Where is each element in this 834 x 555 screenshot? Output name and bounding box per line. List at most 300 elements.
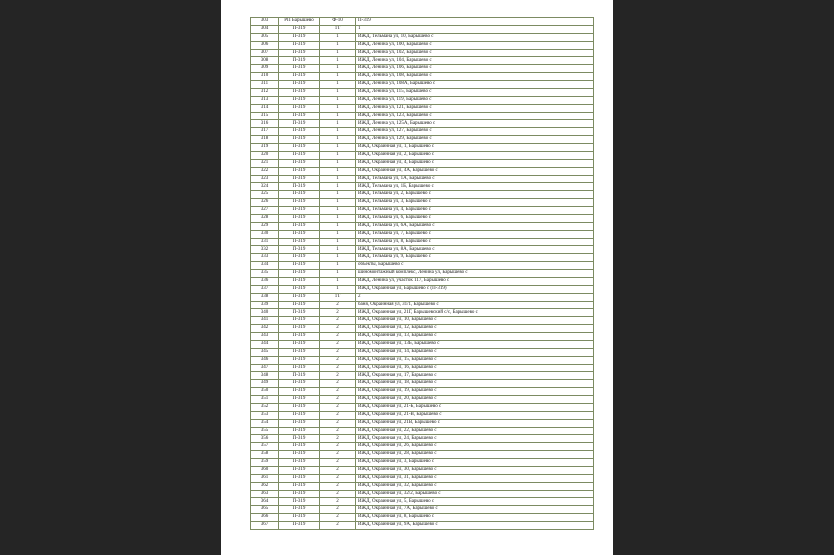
consumer-cell: ИЖД, Тельмана ул, 9, Барышево с: [356, 254, 594, 262]
feeder-cell: 2: [320, 301, 356, 309]
table-row: [251, 88, 594, 96]
table-row: [251, 459, 594, 467]
feeder-cell: 1: [320, 128, 356, 136]
feeder-cell: 1Т: [320, 293, 356, 301]
consumer-cell: 2: [356, 293, 594, 301]
feeder-cell: 1: [320, 120, 356, 128]
source-cell: П-319: [279, 427, 320, 435]
feeder-cell: 1: [320, 207, 356, 215]
row-number-cell: 350: [251, 388, 279, 396]
feeder-cell: 2: [320, 411, 356, 419]
feeder-cell: 2: [320, 317, 356, 325]
row-number-cell: 305: [251, 33, 279, 41]
consumer-cell: ИЖД, Ленина ул, 108, Барышево с: [356, 73, 594, 81]
consumer-cell: ИЖД, Окраинная ул, 10, Барышево с: [356, 317, 594, 325]
feeder-cell: 2: [320, 340, 356, 348]
feeder-cell: 1: [320, 49, 356, 57]
source-cell: П-319: [279, 285, 320, 293]
consumer-cell: ИЖД, Окраинная ул, 1, Барышево с: [356, 144, 594, 152]
table-row: [251, 474, 594, 482]
source-cell: П-319: [279, 388, 320, 396]
consumer-cell: ИЖД, Окраинная ул, 26, Барышево с: [356, 443, 594, 451]
feeder-cell: 2: [320, 372, 356, 380]
row-number-cell: 310: [251, 73, 279, 81]
consumer-cell: ИЖД, Тельмана ул, 3, Барышево с: [356, 199, 594, 207]
row-number-cell: 303: [251, 18, 279, 26]
table-row: [251, 175, 594, 183]
table-row: [251, 364, 594, 372]
table-row: [251, 230, 594, 238]
feeder-cell: 1: [320, 238, 356, 246]
source-cell: П-319: [279, 120, 320, 128]
feeder-cell: 2: [320, 309, 356, 317]
feeder-cell: 1: [320, 230, 356, 238]
row-number-cell: 361: [251, 474, 279, 482]
table-row: [251, 49, 594, 57]
consumer-cell: ИЖД, Ленина ул, 119, Барышево с: [356, 96, 594, 104]
feeder-cell: 2: [320, 380, 356, 388]
feeder-cell: 1: [320, 96, 356, 104]
feeder-cell: 1: [320, 73, 356, 81]
table-row: [251, 41, 594, 49]
feeder-cell: 2: [320, 364, 356, 372]
consumer-cell: ИЖД, Окраинная ул, 7А, Барышево с: [356, 506, 594, 514]
feeder-cell: 2: [320, 348, 356, 356]
feeder-cell: 1: [320, 144, 356, 152]
feeder-cell: 1: [320, 57, 356, 65]
table-row: [251, 466, 594, 474]
row-number-cell: 358: [251, 451, 279, 459]
row-number-cell: 342: [251, 325, 279, 333]
consumer-cell: ИЖД, Окраинная ул, 24, Барышево с: [356, 435, 594, 443]
source-cell: П-319: [279, 73, 320, 81]
consumer-cell: ИЖД, Окраинная ул, 31, Барышево с: [356, 474, 594, 482]
row-number-cell: 348: [251, 372, 279, 380]
source-cell: П-319: [279, 144, 320, 152]
source-cell: П-319: [279, 333, 320, 341]
source-cell: П-319: [279, 317, 320, 325]
consumer-cell: ИЖД, Окраинная ул, Барышево с (П-319): [356, 285, 594, 293]
source-cell: П-319: [279, 230, 320, 238]
source-cell: П-319: [279, 246, 320, 254]
source-cell: П-319: [279, 277, 320, 285]
feeder-cell: 1: [320, 41, 356, 49]
table-row: [251, 285, 594, 293]
table-row: [251, 435, 594, 443]
table-row: [251, 333, 594, 341]
source-cell: П-319: [279, 498, 320, 506]
source-cell: П-319: [279, 128, 320, 136]
source-cell: П-319: [279, 372, 320, 380]
row-number-cell: 313: [251, 96, 279, 104]
consumer-cell: ИЖД, Тельмана ул, 8, Барышево с: [356, 238, 594, 246]
source-cell: П-319: [279, 474, 320, 482]
source-cell: П-319: [279, 403, 320, 411]
table-row: [251, 309, 594, 317]
row-number-cell: 314: [251, 104, 279, 112]
table-row: [251, 222, 594, 230]
feeder-cell: 1: [320, 270, 356, 278]
consumer-cell: ИЖД, Окраинная ул, 28, Барышево с: [356, 451, 594, 459]
consumer-cell: ИЖД, Окраинная ул, 4А, Барышево с: [356, 167, 594, 175]
consumer-cell: ИЖД, Ленина ул, 125А, Барышево с: [356, 120, 594, 128]
source-cell: П-319: [279, 411, 320, 419]
source-cell: П-319: [279, 88, 320, 96]
feeder-cell: 2: [320, 459, 356, 467]
source-cell: РП Барышево: [279, 18, 320, 26]
table-row: [251, 411, 594, 419]
row-number-cell: 340: [251, 309, 279, 317]
row-number-cell: 351: [251, 396, 279, 404]
table-row: [251, 293, 594, 301]
table-row: [251, 136, 594, 144]
row-number-cell: 360: [251, 466, 279, 474]
consumer-cell: ИЖД, Окраинная ул, 22, Барышево с: [356, 427, 594, 435]
table-row: [251, 277, 594, 285]
consumer-cell: ИЖД, Окраинная ул, 21-Б, Барышево с: [356, 403, 594, 411]
row-number-cell: 330: [251, 230, 279, 238]
feeder-cell: 1: [320, 159, 356, 167]
row-number-cell: 312: [251, 88, 279, 96]
feeder-cell: 1: [320, 33, 356, 41]
table-row: [251, 482, 594, 490]
feeder-cell: 2: [320, 451, 356, 459]
consumer-cell: ИЖД, Окраинная ул, 20, Барышево с: [356, 396, 594, 404]
source-cell: П-319: [279, 301, 320, 309]
source-cell: П-319: [279, 222, 320, 230]
consumer-cell: ИЖД, Окраинная ул, 4, Барышево с: [356, 159, 594, 167]
feeder-cell: 2: [320, 325, 356, 333]
consumer-cell: ИЖД, Ленина ул, 102, Барышево с: [356, 49, 594, 57]
consumer-cell: ИЖД, Ленина ул, 115, Барышево с: [356, 88, 594, 96]
row-number-cell: 345: [251, 348, 279, 356]
feeder-cell: 2: [320, 333, 356, 341]
consumer-cell: ИЖД, Окраинная ул, 9А, Барышево с: [356, 522, 594, 530]
consumer-cell: ИЖД, Тельмана ул, 2, Барышево с: [356, 191, 594, 199]
source-cell: П-319: [279, 348, 320, 356]
table-row: [251, 490, 594, 498]
source-cell: П-319: [279, 207, 320, 215]
table-row: [251, 348, 594, 356]
feeder-cell: 1: [320, 65, 356, 73]
table-row: [251, 151, 594, 159]
feeder-cell: 1: [320, 151, 356, 159]
source-cell: П-319: [279, 459, 320, 467]
data-table: [250, 17, 594, 530]
source-cell: П-319: [279, 183, 320, 191]
source-cell: П-319: [279, 57, 320, 65]
feeder-cell: 2: [320, 474, 356, 482]
feeder-cell: 2: [320, 482, 356, 490]
source-cell: П-319: [279, 514, 320, 522]
consumer-cell: ИЖД, Окраинная ул, 21В, Барышево с: [356, 419, 594, 427]
row-number-cell: 337: [251, 285, 279, 293]
table-row: [251, 167, 594, 175]
row-number-cell: 329: [251, 222, 279, 230]
row-number-cell: 367: [251, 522, 279, 530]
feeder-cell: 1: [320, 254, 356, 262]
feeder-cell: 1: [320, 246, 356, 254]
source-cell: П-319: [279, 325, 320, 333]
table-row: [251, 65, 594, 73]
consumer-cell: объекты, Барышево с: [356, 262, 594, 270]
feeder-cell: 1: [320, 199, 356, 207]
source-cell: П-319: [279, 238, 320, 246]
table-row: [251, 372, 594, 380]
source-cell: П-319: [279, 466, 320, 474]
source-cell: П-319: [279, 380, 320, 388]
source-cell: П-319: [279, 191, 320, 199]
row-number-cell: 349: [251, 380, 279, 388]
row-number-cell: 343: [251, 333, 279, 341]
row-number-cell: 355: [251, 427, 279, 435]
consumer-cell: ИЖД, Окраинная ул, 21-В, Барышево с: [356, 411, 594, 419]
source-cell: П-319: [279, 49, 320, 57]
consumer-cell: ИЖД, Ленина ул, 100, Барышево с: [356, 41, 594, 49]
row-number-cell: 365: [251, 506, 279, 514]
consumer-cell: ИЖД, Ленина ул, 123, Барышево с: [356, 112, 594, 120]
source-cell: П-319: [279, 254, 320, 262]
table-row: [251, 104, 594, 112]
feeder-cell: 1: [320, 277, 356, 285]
table-row: [251, 443, 594, 451]
table-row: [251, 522, 594, 530]
feeder-cell: 1: [320, 81, 356, 89]
row-number-cell: 325: [251, 191, 279, 199]
row-number-cell: 322: [251, 167, 279, 175]
consumer-cell: ИЖД, Ленина ул, 104, Барышево с: [356, 57, 594, 65]
table-row: [251, 18, 594, 26]
source-cell: П-319: [279, 435, 320, 443]
source-cell: П-319: [279, 356, 320, 364]
source-cell: П-319: [279, 270, 320, 278]
feeder-cell: 2: [320, 396, 356, 404]
row-number-cell: 332: [251, 246, 279, 254]
table-row: [251, 183, 594, 191]
row-number-cell: 328: [251, 214, 279, 222]
row-number-cell: 341: [251, 317, 279, 325]
consumer-cell: ИЖД, Ленина ул, 108А, Барышево с: [356, 81, 594, 89]
table-row: [251, 238, 594, 246]
row-number-cell: 359: [251, 459, 279, 467]
consumer-cell: ИЖД, Тельмана ул, 1Б, Барышево с: [356, 183, 594, 191]
table-row: [251, 191, 594, 199]
feeder-cell: 1: [320, 136, 356, 144]
feeder-cell: 2: [320, 435, 356, 443]
table-row: [251, 388, 594, 396]
source-cell: П-319: [279, 159, 320, 167]
row-number-cell: 331: [251, 238, 279, 246]
feeder-cell: 2: [320, 506, 356, 514]
table-body: [251, 18, 594, 530]
table-row: [251, 270, 594, 278]
row-number-cell: 318: [251, 136, 279, 144]
row-number-cell: 309: [251, 65, 279, 73]
consumer-cell: ИЖД, Окраинная ул, 12, Барышево с: [356, 325, 594, 333]
consumer-cell: баня, Окраинная ул, 31/1, Барышево с: [356, 301, 594, 309]
consumer-cell: ИЖД, Окраинная ул, 19, Барышево с: [356, 388, 594, 396]
row-number-cell: 326: [251, 199, 279, 207]
row-number-cell: 356: [251, 435, 279, 443]
consumer-cell: П-319: [356, 18, 594, 26]
consumer-cell: ИЖД, Окраинная ул, 15, Барышево с: [356, 356, 594, 364]
row-number-cell: 347: [251, 364, 279, 372]
table-row: [251, 199, 594, 207]
feeder-cell: 2: [320, 498, 356, 506]
row-number-cell: 335: [251, 270, 279, 278]
feeder-cell: 2: [320, 388, 356, 396]
source-cell: П-319: [279, 451, 320, 459]
table-row: [251, 325, 594, 333]
table-row: [251, 112, 594, 120]
row-number-cell: 366: [251, 514, 279, 522]
feeder-cell: 1: [320, 88, 356, 96]
consumer-cell: ИЖД, Окраинная ул, 16, Барышево с: [356, 364, 594, 372]
table-row: [251, 514, 594, 522]
consumer-cell: ИЖД, Тельмана ул, 6А, Барышево с: [356, 222, 594, 230]
row-number-cell: 354: [251, 419, 279, 427]
feeder-cell: 1: [320, 191, 356, 199]
source-cell: П-319: [279, 65, 320, 73]
table-row: [251, 317, 594, 325]
document-page: [221, 0, 613, 555]
consumer-cell: ИЖД, Окраинная ул, 3, Барышево с: [356, 459, 594, 467]
table-row: [251, 498, 594, 506]
row-number-cell: 344: [251, 340, 279, 348]
source-cell: П-319: [279, 81, 320, 89]
row-number-cell: 315: [251, 112, 279, 120]
consumer-cell: 1: [356, 25, 594, 33]
row-number-cell: 321: [251, 159, 279, 167]
table-row: [251, 144, 594, 152]
row-number-cell: 316: [251, 120, 279, 128]
row-number-cell: 319: [251, 144, 279, 152]
consumer-cell: ИЖД, Окраинная ул, 8, Барышево с: [356, 514, 594, 522]
source-cell: П-319: [279, 151, 320, 159]
source-cell: П-319: [279, 293, 320, 301]
source-cell: П-319: [279, 41, 320, 49]
row-number-cell: 324: [251, 183, 279, 191]
table-row: [251, 96, 594, 104]
source-cell: П-319: [279, 506, 320, 514]
feeder-cell: 2: [320, 514, 356, 522]
row-number-cell: 334: [251, 262, 279, 270]
table-row: [251, 356, 594, 364]
row-number-cell: 308: [251, 57, 279, 65]
source-cell: П-319: [279, 25, 320, 33]
consumer-cell: ИЖД, Окраинная ул, 30, Барышево с: [356, 466, 594, 474]
source-cell: П-319: [279, 214, 320, 222]
table-row: [251, 25, 594, 33]
feeder-cell: 1: [320, 285, 356, 293]
row-number-cell: 339: [251, 301, 279, 309]
feeder-cell: 2: [320, 522, 356, 530]
feeder-cell: 1: [320, 183, 356, 191]
row-number-cell: 353: [251, 411, 279, 419]
row-number-cell: 317: [251, 128, 279, 136]
source-cell: П-319: [279, 364, 320, 372]
table-row: [251, 403, 594, 411]
feeder-cell: 1: [320, 262, 356, 270]
consumer-cell: ИЖД, Окраинная ул, 2, Барышево с: [356, 151, 594, 159]
source-cell: П-319: [279, 96, 320, 104]
row-number-cell: 352: [251, 403, 279, 411]
row-number-cell: 311: [251, 81, 279, 89]
feeder-cell: 1: [320, 222, 356, 230]
table-row: [251, 214, 594, 222]
feeder-cell: Ф-10: [320, 18, 356, 26]
table-row: [251, 262, 594, 270]
source-cell: П-319: [279, 396, 320, 404]
row-number-cell: 357: [251, 443, 279, 451]
table-row: [251, 207, 594, 215]
row-number-cell: 362: [251, 482, 279, 490]
source-cell: П-319: [279, 167, 320, 175]
feeder-cell: 1: [320, 104, 356, 112]
table-row: [251, 246, 594, 254]
table-row: [251, 128, 594, 136]
feeder-cell: 1: [320, 175, 356, 183]
source-cell: П-319: [279, 340, 320, 348]
source-cell: П-319: [279, 175, 320, 183]
table-row: [251, 301, 594, 309]
feeder-cell: 2: [320, 403, 356, 411]
row-number-cell: 364: [251, 498, 279, 506]
consumer-cell: ИЖД, Тельмана ул, 8А, Барышево с: [356, 246, 594, 254]
feeder-cell: 1Т: [320, 25, 356, 33]
feeder-cell: 2: [320, 490, 356, 498]
table-row: [251, 506, 594, 514]
row-number-cell: 338: [251, 293, 279, 301]
consumer-cell: ИЖД, Тельмана ул, 6, Барышево с: [356, 214, 594, 222]
table-row: [251, 380, 594, 388]
consumer-cell: ИЖД, Окраинная ул, 32, Барышево с: [356, 482, 594, 490]
consumer-cell: ИЖД, Окраинная ул, 13Б, Барышево с: [356, 340, 594, 348]
feeder-cell: 2: [320, 427, 356, 435]
consumer-cell: ИЖД, Окраинная ул, 21Г, Барышевский с/с, Барышево с: [356, 309, 594, 317]
row-number-cell: 304: [251, 25, 279, 33]
source-cell: П-319: [279, 490, 320, 498]
table-row: [251, 57, 594, 65]
consumer-cell: ИЖД, Тельмана ул, 10, Барышево с: [356, 33, 594, 41]
row-number-cell: 323: [251, 175, 279, 183]
source-cell: П-319: [279, 104, 320, 112]
table-row: [251, 254, 594, 262]
feeder-cell: 1: [320, 214, 356, 222]
source-cell: П-319: [279, 136, 320, 144]
consumer-cell: шиномонтажный комплекс, Ленина ул, Барышево с: [356, 270, 594, 278]
table-row: [251, 419, 594, 427]
source-cell: П-319: [279, 33, 320, 41]
source-cell: П-319: [279, 443, 320, 451]
consumer-cell: ИЖД, Тельмана ул, 1А, Барышево с: [356, 175, 594, 183]
table-row: [251, 159, 594, 167]
row-number-cell: 306: [251, 41, 279, 49]
row-number-cell: 333: [251, 254, 279, 262]
table-row: [251, 451, 594, 459]
source-cell: П-319: [279, 482, 320, 490]
consumer-cell: ИЖД, Окраинная ул, 14, Барышево с: [356, 348, 594, 356]
table-row: [251, 340, 594, 348]
source-cell: П-319: [279, 522, 320, 530]
source-cell: П-319: [279, 419, 320, 427]
feeder-cell: 1: [320, 112, 356, 120]
consumer-cell: ИЖД, Ленина ул, 121, Барышево с: [356, 104, 594, 112]
consumer-cell: ИЖД, Окраинная ул, 13, Барышево с: [356, 333, 594, 341]
row-number-cell: 307: [251, 49, 279, 57]
consumer-cell: ИЖД, Ленина ул, 129, Барышево с: [356, 136, 594, 144]
source-cell: П-319: [279, 309, 320, 317]
